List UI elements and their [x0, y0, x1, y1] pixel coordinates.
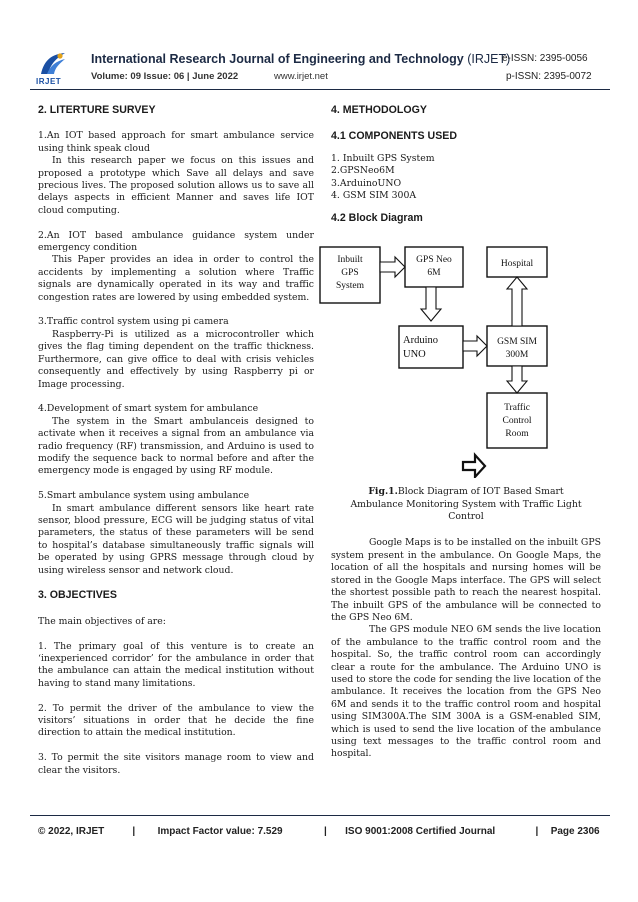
- eissn: e-ISSN: 2395-0056: [502, 53, 588, 64]
- gps-neo-label-1: GPS Neo: [416, 254, 452, 265]
- methodology-paragraph-1: Google Maps is to be installed on the inbuilt GPS system present in the ambulance. On Google Maps, the location of all the hospitals and nursing homes will be stored in the Google Maps interface. The GPS will select the shortest possible path to reach the nearest hospital. The inbuilt GPS of the ambulance will be connected to the GPS Neo 6M.: [331, 537, 601, 623]
- pointer-arrow-icon: [463, 455, 485, 477]
- component-item: 2.GPSNeo6M: [331, 165, 395, 177]
- survey-heading: 2. LITERTURE SURVEY: [38, 104, 156, 116]
- methodology-heading: 4. METHODOLOGY: [331, 104, 427, 116]
- survey-item-2-body: This Paper provides an idea in order to control the accidents by implementing a solution where Traffic signals are dynamically operated in its way and traffic congestion rates are lowered by using embedded system.: [38, 254, 314, 303]
- caption-text: Block Diagram of IOT Based Smart Ambulance Monitoring System with Traffic Light Control: [350, 486, 582, 523]
- objective-1: 1. The primary goal of this venture is to create an ‘inexperienced corridor’ for the ambulance in order that the ambulance can attain the medical institution without having to stand many limitations.: [38, 640, 314, 689]
- gsm-label-1: GSM SIM: [497, 336, 537, 347]
- survey-item-4-body: The system in the Smart ambulanceis designed to activate when it receives a signal from an ambulance via radio frequency (RF) transmission, and Arduino is used to modify the sequence back to normal before and after the emergency mode is engaged by using RF module.: [38, 415, 314, 477]
- arrow-gps-to-arduino: [421, 287, 441, 321]
- website[interactable]: www.irjet.net: [274, 71, 328, 82]
- page-footer: [38, 826, 598, 837]
- footer-copyright: © 2022, IRJET: [38, 826, 105, 837]
- survey-item-4-title: 4.Development of smart system for ambulance: [38, 403, 259, 415]
- inbuilt-gps-label-2: GPS: [341, 267, 359, 278]
- arrow-gsm-to-traffic: [507, 366, 527, 393]
- component-item: 3.ArduinoUNO: [331, 177, 402, 189]
- survey-item-2: [38, 230, 314, 304]
- footer-separator: |: [132, 826, 136, 837]
- block-diagram: [317, 243, 589, 478]
- volume-issue: Volume: 09 Issue: 06 | June 2022: [91, 71, 239, 82]
- objective-3: 3. To permit the site visitors manage room to view and clear the visitors.: [38, 752, 314, 776]
- arrow-gsm-to-hospital: [507, 277, 527, 326]
- left-column: [38, 104, 314, 789]
- footer-separator: |: [323, 826, 327, 837]
- components-heading: 4.1 COMPONENTS USED: [331, 130, 457, 143]
- inbuilt-gps-label-3: System: [336, 280, 364, 291]
- survey-item-1-body: In this research paper we focus on this issues and proposed a prototype which Save all delays and save precious lives. The proposed solution allows us to save all delays aspects in efficient Manner and saves life IOT cloud computing.: [38, 155, 314, 216]
- inbuilt-gps-label-1: Inbuilt: [337, 254, 363, 265]
- survey-item-3-title: 3.Traffic control system using pi camera: [38, 316, 229, 328]
- survey-item-3-body: Raspberry-Pi is utilized as a microcontroller which gives the flag timing dependent on the traffic thickness. Furthermore, can give office to deal with crisis vehicles consequently and effectively by using Raspberry pi or Image processing.: [38, 328, 314, 390]
- page-header: [0, 0, 638, 92]
- gps-neo-box: [405, 247, 463, 287]
- survey-item-1-title: 1.An IOT based approach for smart ambulance service using think speak cloud: [38, 130, 314, 154]
- traffic-label-1: Traffic: [504, 402, 530, 413]
- survey-item-5-title: 5.Smart ambulance system using ambulance: [38, 490, 250, 502]
- irjet-logo-icon: [38, 50, 68, 78]
- survey-item-5-body: In smart ambulance different sensors like heart rate sensor, blood pressure, ECG will be judging status of vital parameters, the status of these parameters will be send to hospital’s database simultaneously traffic signals will be operated by using GPRS message through cloud by using wireless sensor and network cloud.: [38, 502, 314, 576]
- block-diagram-heading: 4.2 Block Diagram: [331, 212, 423, 225]
- gsm-label-2: 300M: [505, 349, 529, 360]
- footer-page: Page 2306: [550, 826, 600, 837]
- right-column: [331, 104, 601, 773]
- survey-item-4: [38, 403, 314, 477]
- survey-item-3: [38, 316, 314, 390]
- survey-item-2-title: 2.An IOT based ambulance guidance system under emergency condition: [38, 229, 314, 254]
- objective-2: 2. To permit the driver of the ambulance to view the visitors’ situations in order that he decide the fine direction to attain the medical institution.: [38, 702, 314, 739]
- journal-title: [91, 52, 510, 66]
- journal-abbr: (IRJET): [467, 52, 511, 66]
- gps-neo-label-2: 6M: [427, 267, 441, 278]
- journal-name: International Research Journal of Engineering and Technology: [91, 52, 464, 66]
- hospital-label: Hospital: [500, 258, 534, 269]
- arduino-box: [399, 326, 463, 368]
- caption-label: Fig.1.: [368, 486, 398, 498]
- objectives-intro: The main objectives of are:: [38, 615, 166, 627]
- arrow-inbuilt-to-gps: [380, 257, 405, 277]
- arduino-label-1: Arduino: [403, 334, 438, 346]
- footer-iso: ISO 9001:2008 Certified Journal: [345, 826, 496, 837]
- component-item: 4. GSM SIM 300A: [331, 190, 417, 202]
- objectives-heading: 3. OBJECTIVES: [38, 589, 117, 602]
- component-item: 1. Inbuilt GPS System: [331, 152, 435, 164]
- methodology-paragraph-2: The GPS module NEO 6M sends the live location of the ambulance to the traffic control room and the hospital. So, the traffic control room can accordingly clear a route for the ambulance. The Arduino UNO is used to store the code for sending the live location of the ambulance. It receives the location from the GPS Neo 6M and sends it to the traffic control room and hospital using SIM300A.The SIM 300A is a GSM-enabled SIM, which is used to send the live location of the ambulance using text messages to the traffic control room and hospital.: [331, 624, 601, 760]
- footer-separator: |: [535, 826, 539, 837]
- figure-caption: [331, 486, 601, 523]
- traffic-label-3: Room: [505, 428, 529, 439]
- survey-item-1: [38, 130, 314, 217]
- arrow-arduino-to-gsm: [463, 336, 487, 356]
- arduino-label-2: UNO: [403, 348, 426, 360]
- header-divider: [30, 89, 610, 90]
- components-list: [331, 153, 601, 203]
- survey-item-5: [38, 490, 314, 577]
- traffic-label-2: Control: [502, 415, 532, 426]
- logo-text: IRJET: [36, 77, 62, 86]
- footer-divider: [30, 815, 610, 816]
- pissn: p-ISSN: 2395-0072: [506, 71, 592, 82]
- footer-impact: Impact Factor value: 7.529: [157, 826, 283, 837]
